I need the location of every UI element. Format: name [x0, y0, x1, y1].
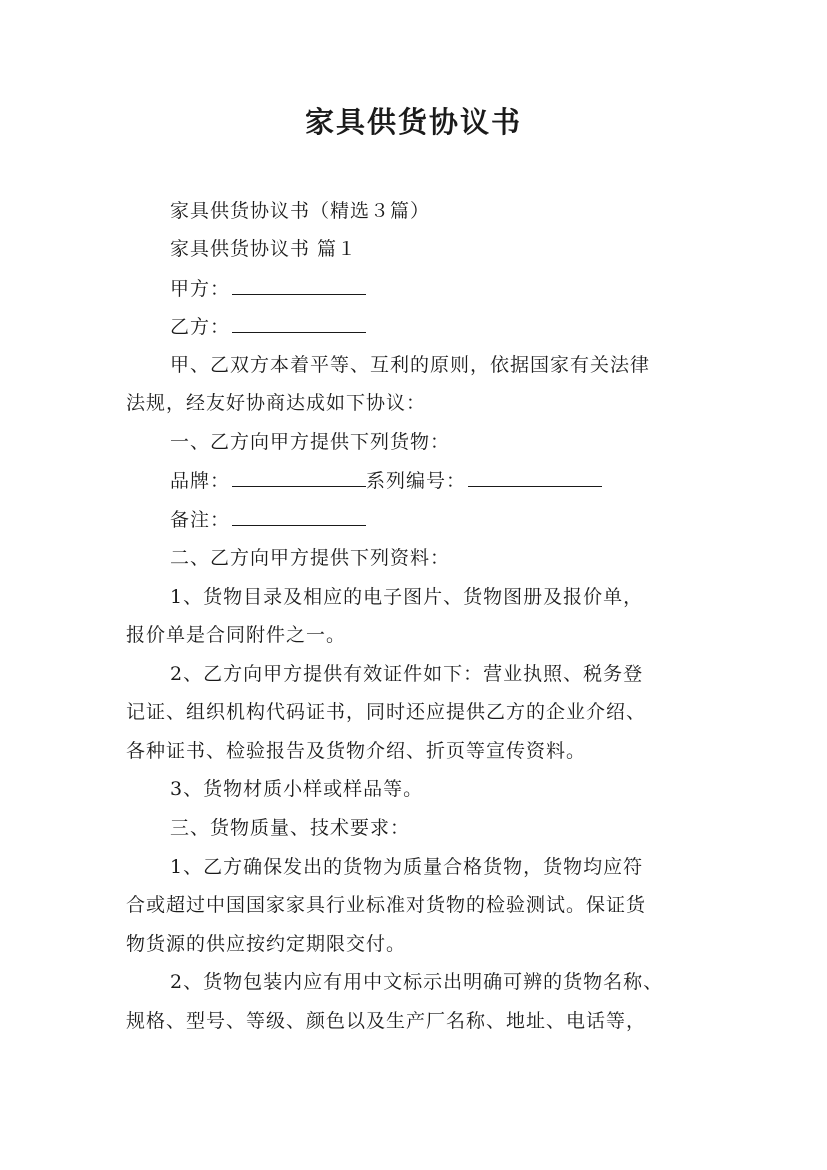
party-b-line: [170, 314, 730, 339]
paragraph-line: 2、货物包装内应有用中文标示出明确可辨的货物名称、: [170, 971, 664, 993]
party-b-label: 乙方：: [170, 316, 231, 338]
clause-heading: 二、乙方向甲方提供下列资料：: [170, 547, 451, 569]
paragraph-line: 记证、组织机构代码证书，同时还应提供乙方的企业介绍、: [126, 701, 647, 723]
paragraph-line: 1、乙方确保发出的货物为质量合格货物，货物均应符: [170, 856, 644, 878]
paragraph-line: 甲、乙双方本着平等、互利的原则，依据国家有关法律: [170, 354, 651, 376]
document-subtitle: 家具供货协议书（精选３篇）: [170, 200, 431, 222]
paragraph-line: 合或超过中国国家家具行业标准对货物的检验测试。保证货: [126, 894, 647, 916]
paragraph-line: 各种证书、检验报告及货物介绍、折页等宣传资料。: [126, 740, 587, 762]
brand-blank: [232, 468, 366, 487]
party-a-blank: [232, 276, 366, 295]
party-a-label: 甲方：: [170, 278, 231, 300]
brand-label: 品牌：: [170, 470, 231, 492]
paragraph-line: 规格、型号、等级、颜色以及生产厂名称、地址、电话等，: [126, 1010, 647, 1032]
document-title: 家具供货协议书: [304, 105, 522, 139]
paragraph-line: 物货源的供应按约定期限交付。: [126, 933, 407, 955]
paragraph-line: 3、货物材质小样或样品等。: [170, 778, 424, 800]
section-heading: 家具供货协议书 篇１: [170, 238, 358, 260]
remark-label: 备注：: [170, 509, 231, 531]
party-b-blank: [232, 314, 366, 333]
brand-line: [170, 468, 730, 493]
paragraph-line: 2、乙方向甲方提供有效证件如下：营业执照、税务登: [170, 663, 644, 685]
paragraph-line: 法规，经友好协商达成如下协议：: [126, 392, 427, 414]
remark-blank: [232, 507, 366, 526]
paragraph-line: 报价单是合同附件之一。: [126, 624, 347, 646]
clause-heading: 一、乙方向甲方提供下列货物：: [170, 431, 451, 453]
clause-heading: 三、货物质量、技术要求：: [170, 817, 411, 839]
party-a-line: [170, 276, 730, 301]
series-label: 系列编号：: [366, 470, 467, 492]
remark-line: [170, 507, 730, 532]
series-blank: [468, 468, 602, 487]
paragraph-line: 1、货物目录及相应的电子图片、货物图册及报价单，: [170, 586, 644, 608]
